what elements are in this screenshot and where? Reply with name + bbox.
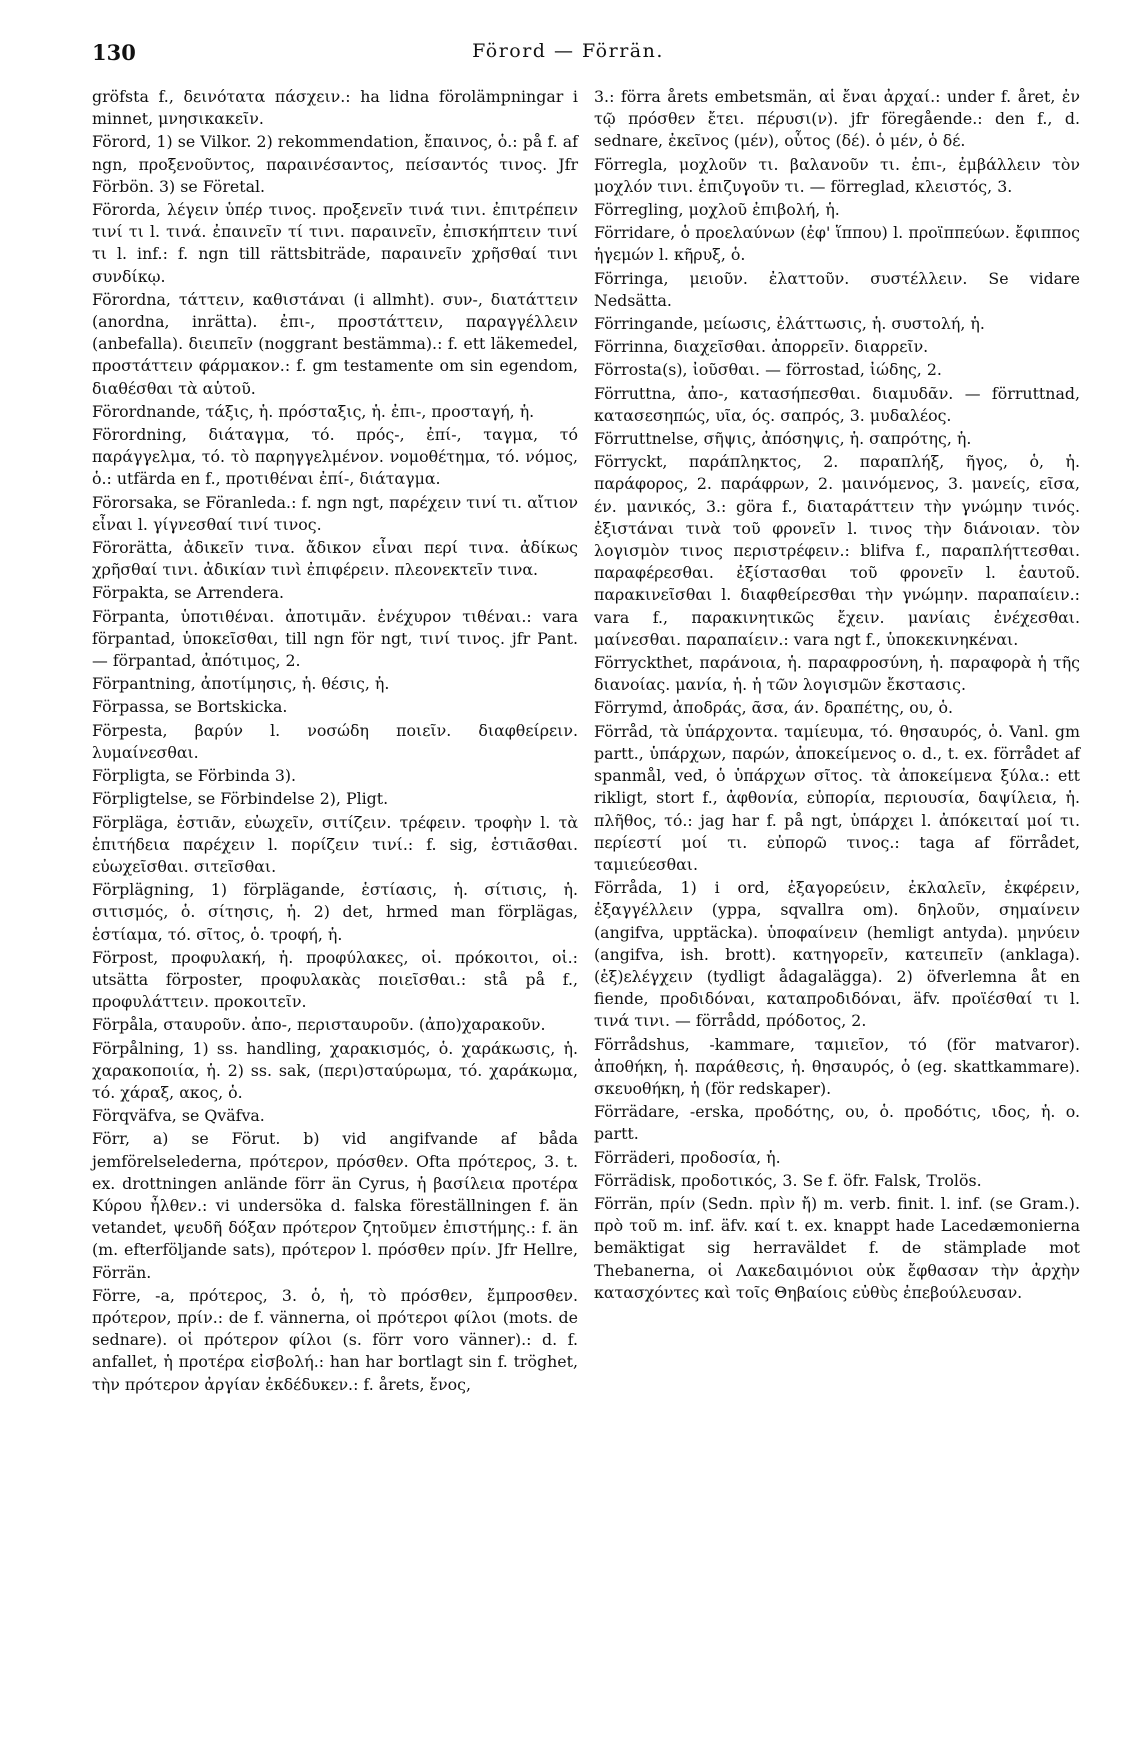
- dictionary-entry: Förpläga, ἑστιᾶν, εὐωχεῖν, σιτίζειν. τρέφειν. τροφὴν l. τὰ ἐπιτήδεια παρέχειν l. πορίζειν τινί.: f. sig, ἑστιᾶσθαι. εὐωχεῖσθαι. σιτεῖσθαι.: [92, 812, 578, 876]
- dictionary-entry: Förringande, μείωσις, ἐλάττωσις, ἡ. συστολή, ἡ.: [594, 314, 985, 334]
- dictionary-entry: Förre, -a, πρότερος, 3. ὁ, ἡ, τὸ πρόσθεν, ἔμπροσθεν. πρότερον, πρίν.: de f. vännerna, οἱ πρότεροι φίλοι (mots. de sednare). οἱ πρότερον φίλοι (s. förr voro vänner).: d. f. anfallet, ἡ προτέρα εἰσβολή.: han har bortlagt sin f. tröghet, τὴν πρότερον ἀργίαν ἐκδέδυκεν.: f. årets, ἔνος,: [92, 1285, 578, 1394]
- dictionary-entry: Förpligtelse, se Förbindelse 2), Pligt.: [92, 789, 389, 809]
- page-number: 130: [92, 40, 136, 65]
- dictionary-entry: Förruttnelse, σῆψις, ἀπόσηψις, ἡ. σαπρότης, ἡ.: [594, 429, 972, 449]
- dictionary-entry: Förr, a) se Förut. b) vid angifvande af båda jemförelselederna, πρότερον, πρόσθεν. Ofta πρότερος, 3. t. ex. drottningen anlände förr än Cyrus, ἡ βασίλεια προτέρα Κύρου ἦλθεν.: vi undersöka d. falska föreställningen f. än vetandet, ψευδῆ δόξαν πρότερον ζητοῦμεν ἐπιστήμης.: f. än (m. efterföljande sats), πρότερον l. πρόσθεν πρίν. Jfr Hellre, Förrän.: [92, 1129, 578, 1282]
- dictionary-entry: Förpakta, se Arrendera.: [92, 583, 285, 603]
- dictionary-entry: Förråda, 1) i ord, ἐξαγορεύειν, ἐκλαλεῖν, ἐκφέρειν, ἐξαγγέλλειν (yppa, sqvallra om). δηλοῦν, σημαίνειν (angifva, upptäcka). ὑποφαίνειν (hemligt antyda). μηνύειν (angifva, ish. brott). κατηγορεῖν, κατειπεῖν (anklaga). (ἐξ)ελέγχειν (tydligt ådagalägga). 2) öfverlemna åt en fiende, προδιδόναι, καταπροδιδόναι, äfv. προϊέσθαί τι l. τινά τινι. — förrådd, πρόδοτος, 2.: [594, 878, 1080, 1031]
- dictionary-entry: Förordnande, τάξις, ἡ. πρόσταξις, ἡ. ἐπι-, προσταγή, ἡ.: [92, 401, 535, 421]
- dictionary-entry: Förpligta, se Förbinda 3).: [92, 766, 297, 786]
- dictionary-entry: Förpanta, ὑποτιθέναι. ἀποτιμᾶν. ἐνέχυρον τιθέναι.: vara förpantad, ὑποκεῖσθαι, till ngn för ngt, τινί τινος. jfr Pant. — förpantad, ἀπότιμος, 2.: [92, 606, 578, 671]
- dictionary-entry: 3.: förra årets embetsmän, αἱ ἔναι ἀρχαί.: under f. året, ἐν τῷ πρόσθεν ἔτει. πέρυσι(ν). jfr föregående.: den f., d. sednare, ἐκεῖνος (μέν), οὗτος (δέ). ὁ μέν, ὁ δέ.: [594, 87, 1080, 151]
- dictionary-entry: Förrän, πρίν (Sedn. πρὶν ἤ) m. verb. finit. l. inf. (se Gram.). πρὸ τοῦ m. inf. äfv. καί t. ex. knappt hade Lacedæmonierna bemäktigat sig herraväldet f. de stämplade mot Thebanerna, οἱ Λακεδαιμόνιοι οὐκ ἔφθασαν τὴν ἀρχὴν κατασχόντες καὶ τοῖς Θηβαίοις εὐθὺς ἐπεβούλευσαν.: [594, 1193, 1080, 1302]
- dictionary-entry: Förpassa, se Bortskicka.: [92, 697, 288, 717]
- dictionary-entry: Förorätta, ἀδικεῖν τινα. ἄδικον εἶναι περί τινα. ἀδίκως χρῆσθαί τινι. ἀδικίαν τινὶ ἐπιφέρειν. πλεονεκτεῖν τινα.: [92, 538, 578, 580]
- dictionary-entry: Förordna, τάττειν, καθιστάναι (i allmht). συν-, διατάττειν (anordna, inrätta). ἐπι-, προστάττειν, παραγγέλλειν (anbefalla). διειπεῖν (noggrant bestämma).: f. ett läkemedel, προστάττειν φάρμακον.: f. gm testamente om sin egendom, διαθέσθαι τὰ αὑτοῦ.: [92, 289, 578, 398]
- right-column: [594, 86, 1080, 1305]
- page-header-title: Förord — Förrän.: [472, 40, 664, 62]
- dictionary-entry: Förryckthet, παράνοια, ἡ. παραφροσύνη, ἡ. παραφορὰ ἡ τῆς διανοίας. μανία, ἡ. ἡ τῶν λογισμῶν ἔκστασις.: [594, 653, 1080, 695]
- dictionary-entry: Förorda, λέγειν ὑπέρ τινος. προξενεῖν τινά τινι. ἐπιτρέπειν τινί τι l. τινά. ἐπαινεῖν τί τινι. παραινεῖν, ἐπισκήπτειν τινί τι l. inf.: f. ngn till rättsbiträde, παραινεῖν χρῆσθαί τινι συνδίκῳ.: [92, 200, 578, 286]
- dictionary-entry: Förpesta, βαρύν l. νοσώδη ποιεῖν. διαφθείρειν. λυμαίνεσθαι.: [92, 720, 578, 762]
- dictionary-entry: gröfsta f., δεινότατα πάσχειν.: ha lidna förolämpningar i minnet, μνησικακεῖν.: [92, 87, 578, 129]
- dictionary-entry: Förpåla, σταυροῦν. ἀπο-, περισταυροῦν. (ἀπο)χαρακοῦν.: [92, 1015, 546, 1035]
- dictionary-entry: Förrådshus, -kammare, ταμιεῖον, τό (för matvaror). ἀποθήκη, ἡ. παράθεσις, ἡ. θησαυρός, ὁ (eg. skattkammare). σκευοθήκη, ἡ (för redskaper).: [594, 1034, 1080, 1098]
- dictionary-entry: Förrymd, ἀποδράς, ᾶσα, άν. δραπέτης, ου, ὁ.: [594, 698, 953, 718]
- dictionary-entry: Förorsaka, se Föranleda.: f. ngn ngt, παρέχειν τινί τι. αἴτιον εἶναι l. γίγνεσθαί τινί τινος.: [92, 492, 578, 534]
- dictionary-entry: Förord, 1) se Vilkor. 2) rekommendation, ἔπαινος, ὁ.: på f. af ngn, προξενοῦντος, παραινέσαντος, πείσαντός τινος. Jfr Förbön. 3) se Företal.: [92, 132, 578, 196]
- dictionary-entry: Förregla, μοχλοῦν τι. βαλανοῦν τι. ἐπι-, ἐμβάλλειν τὸν μοχλόν τινι. ἐπιζυγοῦν τι. — förreglad, κλειστός, 3.: [594, 154, 1080, 196]
- dictionary-entry: Förräderi, προδοσία, ἡ.: [594, 1147, 781, 1167]
- dictionary-entry: Förregling, μοχλοῦ ἐπιβολή, ἡ.: [594, 200, 840, 220]
- dictionary-entry: Förrosta(s), ἰοῦσθαι. — förrostad, ἰώδης, 2.: [594, 360, 942, 380]
- dictionary-entry: Förrädare, -erska, προδότης, ου, ὁ. προδότις, ιδος, ἡ. o. partt.: [594, 1102, 1080, 1144]
- dictionary-entry: Förpantning, ἀποτίμησις, ἡ. θέσις, ἡ.: [92, 674, 390, 694]
- dictionary-entry: Förruttna, ἀπο-, κατασήπεσθαι. διαμυδᾶν. — förruttnad, κατασεσηπώς, υῖα, ός. σαπρός, 3. μυδαλέος.: [594, 383, 1080, 425]
- dictionary-entry: Förridare, ὁ προελαύνων (ἐφ' ἵππου) l. προϊππεύων. ἔφιππος ἡγεμών l. κῆρυξ, ὁ.: [594, 223, 1080, 265]
- dictionary-entry: Förordning, διάταγμα, τό. πρός-, ἐπί-, ταγμα, τό παράγγελμα, τό. τὸ παρηγγελμένον. νομοθέτημα, τό. νόμος, ὁ.: utfärda en f., προτιθέναι ἐπί-, διάταγμα.: [92, 425, 578, 489]
- dictionary-entry: Förqväfva, se Qväfva.: [92, 1106, 265, 1126]
- dictionary-entry: Förryckt, παράπληκτος, 2. παραπλήξ, ῆγος, ὁ, ἡ. παράφορος, 2. παράφρων, 2. μαινόμενος, 3. μανείς, εῖσα, έν. μανικός, 3.: göra f., διαταράττειν τὴν γνώμην τινός. ἐξιστάναι τινὰ τοῦ φρονεῖν l. τινος τὴν διάνοιαν. τὸν λογισμὸν τινος περιστρέφειν.: blifva f., παραπλήττεσθαι. παραφέρεσθαι. ἐξίστασθαι τοῦ φρονεῖν l. ἑαυτοῦ. παρακινεῖσθαι l. διαφθείρεσθαι τὴν γνώμην. παραπαίειν.: vara f., παρακινητικῶς ἔχειν. μανίαις ἐνέχεσθαι. μαίνεσθαι. παραπαίειν.: vara ngt f., ὑποκεκινηκέναι.: [594, 452, 1080, 649]
- dictionary-entry: Förplägning, 1) förplägande, ἑστίασις, ἡ. σίτισις, ἡ. σιτισμός, ὁ. σίτησις, ἡ. 2) det, hrmed man förplägas, ἑστίαμα, τό. σῖτος, ὁ. τροφή, ἡ.: [92, 880, 578, 944]
- left-column: [92, 86, 578, 1397]
- dictionary-entry: Förringa, μειοῦν. ἐλαττοῦν. συστέλλειν. Se vidare Nedsätta.: [594, 268, 1080, 310]
- dictionary-entry: Förrädisk, προδοτικός, 3. Se f. öfr. Falsk, Trolös.: [594, 1170, 982, 1190]
- dictionary-entry: Förpålning, 1) ss. handling, χαρακισμός, ὁ. χαράκωσις, ἡ. χαρακοποιία, ἡ. 2) ss. sak, (περι)σταύρωμα, τό. χαράκωμα, τό. χάραξ, ακος, ὁ.: [92, 1038, 578, 1102]
- dictionary-entry: Förpost, προφυλακή, ἡ. προφύλακες, οἱ. πρόκοιτοι, οἱ.: utsätta förposter, προφυλακὰς ποιεῖσθαι.: stå på f., προφυλάττειν. προκοιτεῖν.: [92, 947, 578, 1012]
- dictionary-entry: Förråd, τὰ ὑπάρχοντα. ταμίευμα, τό. θησαυρός, ὁ. Vanl. gm partt., ὑπάρχων, παρών, ἀποκείμενος o. d., t. ex. förrådet af spanmål, ved, ὁ ὑπάρχων σῖτος. τὰ ἀποκείμενα ξύλα.: ett rikligt, stort f., ἀφθονία, εὐπορία, περιουσία, δαψίλεια, ἡ. πλῆθος, τό.: jag har f. på ngt, ὑπάρχει l. ἀπόκειταί μοί τι. περίεστί μοί τι. εὐπορῶ τινος.: taga af förrådet, ταμιεύεσθαι.: [594, 721, 1080, 874]
- dictionary-entry: Förrinna, διαχεῖσθαι. ἀπορρεῖν. διαρρεῖν.: [594, 337, 929, 357]
